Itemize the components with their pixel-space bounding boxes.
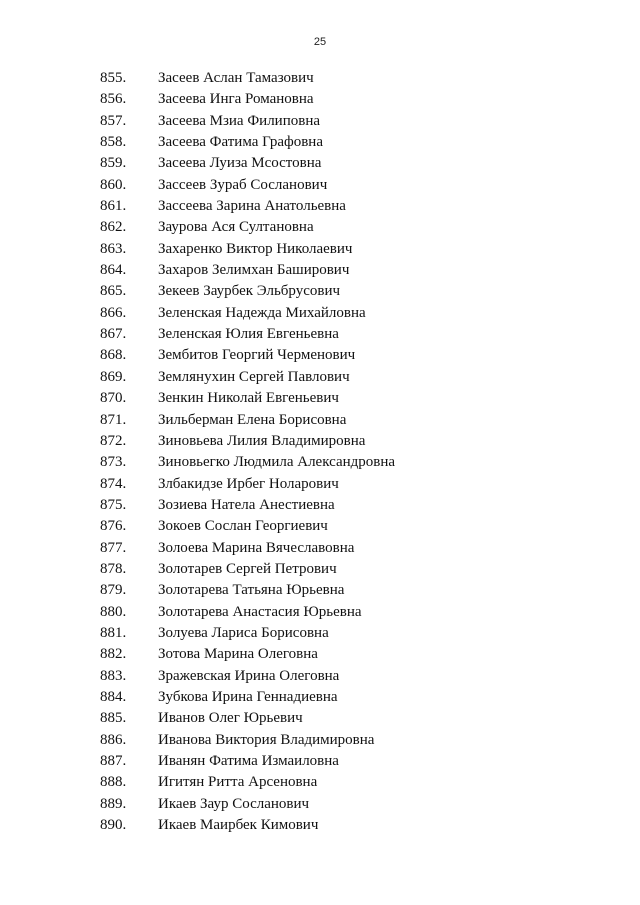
list-item-number: 870. [100,390,127,407]
list-item [0,559,640,580]
list-item-name: Захаров Зелимхан Баширович [158,262,350,279]
list-item-name: Зражевская Ирина Олеговна [158,667,340,684]
list-item-name: Зеленская Юлия Евгеньевна [158,326,339,343]
list-item [0,474,640,495]
list-item-number: 884. [100,688,127,705]
list-item-name: Зеленская Надежда Михайловна [158,304,366,321]
list-item-name: Зассеев Зураб Сосланович [158,176,328,193]
list-item [0,260,640,281]
list-item [0,751,640,772]
list-item-name: Зенкин Николай Евгеньевич [158,390,339,407]
list-item-name: Заурова Ася Султановна [158,219,314,236]
list-item [0,303,640,324]
list-item [0,68,640,89]
list-item [0,452,640,473]
list-item [0,644,640,665]
list-item-number: 862. [100,219,127,236]
list-item [0,495,640,516]
list-item-name: Зекеев Заурбек Эльбрусович [158,283,341,300]
name-list [0,68,640,836]
list-item-name: Засеева Луиза Мсостовна [158,155,322,172]
list-item-name: Иванов Олег Юрьевич [158,710,303,727]
list-item-number: 860. [100,176,127,193]
list-item [0,431,640,452]
list-item-name: Засеева Инга Романовна [158,91,314,108]
list-item-number: 874. [100,475,127,492]
list-item [0,602,640,623]
list-item [0,538,640,559]
list-item-number: 872. [100,432,127,449]
list-item-number: 863. [100,240,127,257]
list-item-number: 861. [100,198,127,215]
list-item-number: 867. [100,326,127,343]
list-item-number: 875. [100,496,127,513]
list-item-number: 869. [100,368,127,385]
list-item-name: Захаренко Виктор Николаевич [158,240,353,257]
list-item-name: Золотарева Анастасия Юрьевна [158,603,362,620]
page-number: 25 [313,36,327,48]
list-item-name: Игитян Ритта Арсеновна [158,774,318,791]
list-item-name: Землянухин Сергей Павлович [158,368,350,385]
list-item [0,175,640,196]
list-item [0,708,640,729]
list-item-number: 868. [100,347,127,364]
list-item-name: Золотарев Сергей Петрович [158,560,337,577]
list-item-name: Засеев Аслан Тамазович [158,70,314,86]
list-item-name: Иванова Виктория Владимировна [158,731,375,748]
list-item [0,580,640,601]
list-item [0,410,640,431]
list-item [0,516,640,537]
list-item-number: 889. [100,795,127,812]
list-item-name: Зиновьегко Людмила Александровна [158,454,396,471]
list-item [0,239,640,260]
list-item-number: 888. [100,774,127,791]
list-item [0,111,640,132]
list-item-number: 856. [100,91,127,108]
list-item-name: Золуева Лариса Борисовна [158,624,329,641]
list-item-number: 859. [100,155,127,172]
list-item-name: Зильберман Елена Борисовна [158,411,347,428]
list-item-name: Икаев Маирбек Кимович [158,817,319,834]
list-item-number: 882. [100,646,127,663]
list-item [0,687,640,708]
list-item [0,730,640,751]
list-item [0,772,640,793]
list-item-name: Засеева Фатима Графовна [158,134,323,151]
list-item-name: Засеева Мзиа Филиповна [158,112,321,129]
list-item-number: 880. [100,603,127,620]
list-item-number: 855. [100,70,127,86]
list-item-name: Зубкова Ирина Геннадиевна [158,688,338,705]
list-item-number: 858. [100,134,127,151]
list-item [0,196,640,217]
list-item [0,324,640,345]
list-item [0,666,640,687]
list-item [0,815,640,836]
list-item-name: Злбакидзе Ирбег Ноларович [158,475,339,492]
list-item [0,89,640,110]
list-item-number: 866. [100,304,127,321]
list-item [0,367,640,388]
list-item-name: Икаев Заур Сосланович [158,795,310,812]
list-item-number: 864. [100,262,127,279]
list-item-number: 877. [100,539,127,556]
list-item-name: Зиновьева Лилия Владимировна [158,432,366,449]
list-item [0,217,640,238]
list-item-number: 878. [100,560,127,577]
list-item-name: Зассеева Зарина Анатольевна [158,198,346,215]
list-item [0,623,640,644]
list-item [0,153,640,174]
list-item-name: Зембитов Георгий Черменович [158,347,356,364]
list-item-number: 857. [100,112,127,129]
list-item-number: 876. [100,518,127,535]
list-item-number: 865. [100,283,127,300]
list-item-number: 879. [100,582,127,599]
list-item-number: 885. [100,710,127,727]
list-item-number: 873. [100,454,127,471]
list-item [0,345,640,366]
list-item-number: 883. [100,667,127,684]
list-item-number: 881. [100,624,127,641]
list-item-name: Зокоев Сослан Георгиевич [158,518,328,535]
list-item-name: Зотова Марина Олеговна [158,646,318,663]
list-item [0,281,640,302]
list-item [0,794,640,815]
list-item-name: Золотарева Татьяна Юрьевна [158,582,345,599]
list-item-number: 871. [100,411,127,428]
list-item-name: Золоева Марина Вячеславовна [158,539,355,556]
list-item-number: 887. [100,753,127,769]
list-item [0,132,640,153]
list-item-number: 890. [100,817,127,834]
list-item-number: 886. [100,731,127,748]
list-item-name: Иванян Фатима Измаиловна [158,753,339,769]
list-item-name: Зозиева Натела Анестиевна [158,496,335,513]
list-item [0,388,640,409]
